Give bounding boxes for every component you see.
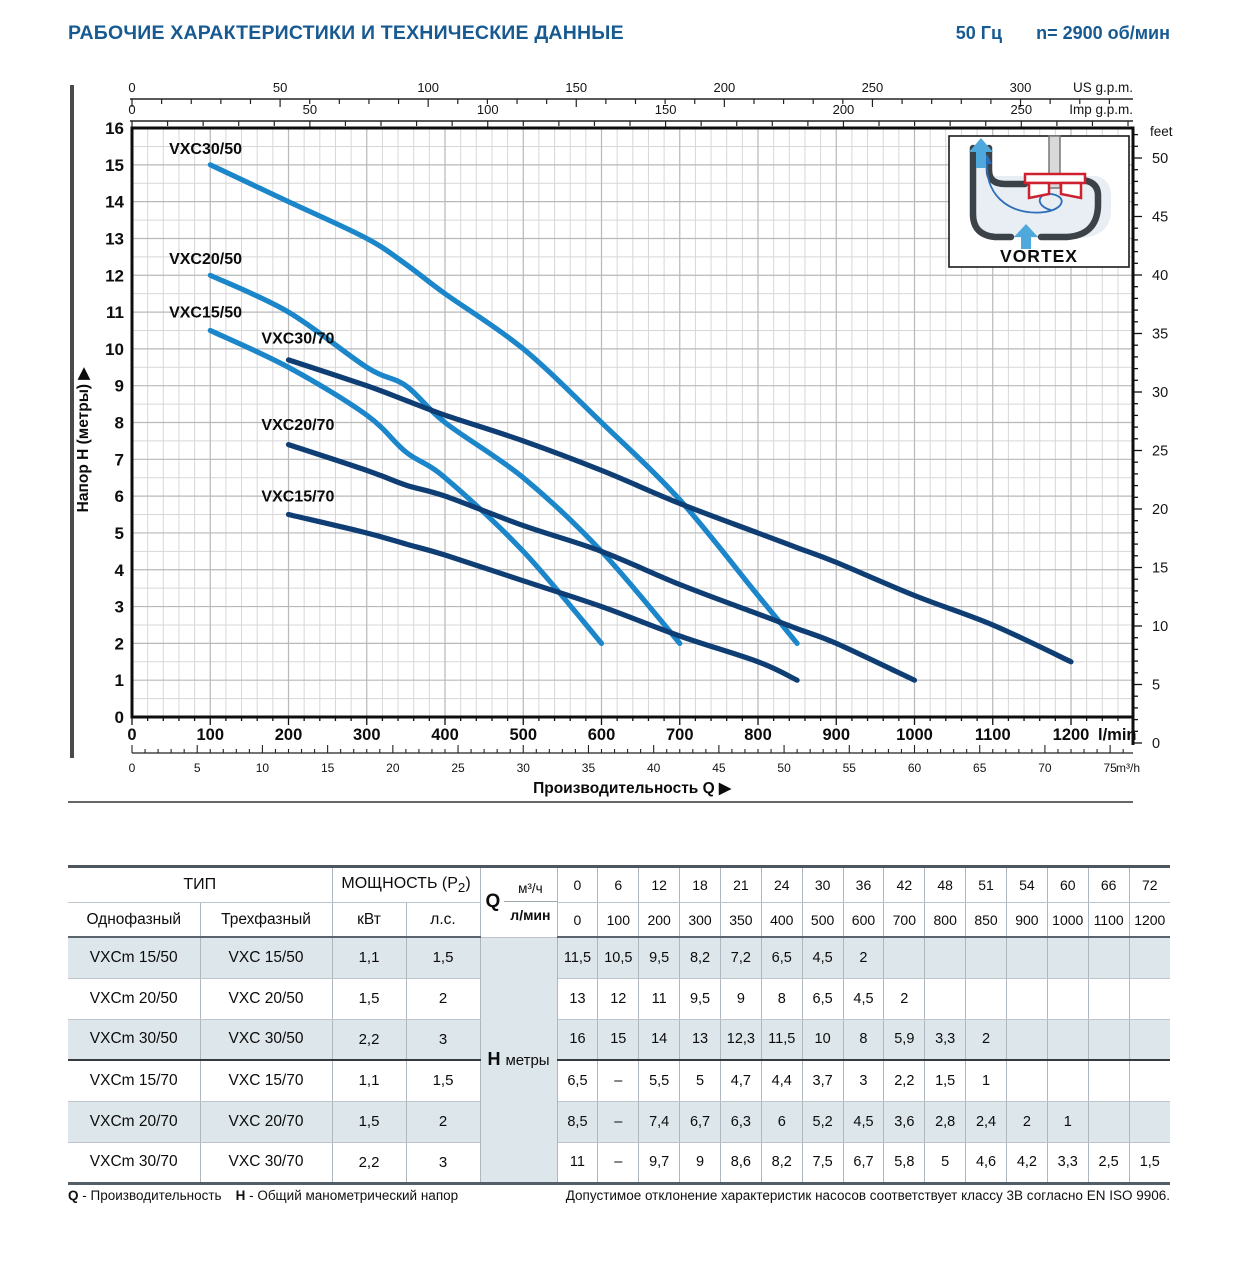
table-row-vxc-30/70: [68, 1142, 1170, 1183]
motor-specs: [956, 23, 1170, 44]
svg-text:50: 50: [272, 80, 288, 95]
svg-text:100: 100: [476, 102, 499, 117]
svg-text:20: 20: [386, 761, 400, 775]
curve-label-VXC15/50: VXC15/50: [169, 304, 243, 322]
head-value: [1006, 1060, 1047, 1101]
svg-text:feet: feet: [1150, 124, 1173, 139]
head-value: 1,5: [925, 1060, 966, 1101]
svg-text:10: 10: [255, 761, 270, 775]
head-value: [1129, 978, 1170, 1019]
q-symbol: Q: [485, 891, 501, 913]
curve-label-VXC30/70: VXC30/70: [261, 330, 335, 348]
head-value: –: [598, 1101, 639, 1142]
head-value: [1047, 1060, 1088, 1101]
head-value: –: [598, 1060, 639, 1101]
svg-text:25: 25: [451, 761, 465, 775]
svg-text:4: 4: [114, 560, 124, 580]
head-value: 8,2: [761, 1142, 802, 1183]
svg-text:200: 200: [832, 102, 855, 117]
power-hp: 3: [406, 1142, 480, 1183]
q-lmin-value: 500: [802, 903, 843, 938]
single-phase-model: VXCm 30/70: [68, 1142, 200, 1183]
svg-text:100: 100: [417, 80, 440, 95]
q-m3h-value: 48: [925, 867, 966, 903]
q-lmin-value: 900: [1006, 903, 1047, 938]
head-value: 11,5: [557, 937, 598, 978]
head-value: 2: [966, 1019, 1007, 1060]
vortex-inset: [949, 136, 1129, 267]
head-value: 15: [598, 1019, 639, 1060]
svg-text:55: 55: [842, 761, 856, 775]
svg-text:2: 2: [114, 634, 124, 654]
svg-text:500: 500: [509, 726, 538, 744]
svg-text:0: 0: [128, 80, 136, 95]
table-row-vxc-20/50: [68, 978, 1170, 1019]
svg-text:800: 800: [744, 726, 772, 744]
head-value: 4,4: [761, 1060, 802, 1101]
head-value: 4,5: [843, 978, 884, 1019]
head-value: [1088, 1060, 1129, 1101]
svg-text:45: 45: [712, 761, 726, 775]
head-value: [925, 937, 966, 978]
head-value: 4,6: [966, 1142, 1007, 1183]
h-metres-cell: H метры: [480, 937, 557, 1183]
q-lmin-value: 1000: [1047, 903, 1088, 938]
svg-text:15: 15: [105, 155, 124, 175]
type-group-header: ТИП: [68, 867, 332, 903]
head-value: 5: [925, 1142, 966, 1183]
head-value: 9: [680, 1142, 721, 1183]
table-column-header-row: [68, 903, 1170, 938]
svg-text:5: 5: [1152, 677, 1161, 694]
svg-text:16: 16: [105, 119, 124, 139]
head-value: 8,2: [680, 937, 721, 978]
head-value: 13: [680, 1019, 721, 1060]
svg-text:50: 50: [302, 102, 318, 117]
single-phase-model: VXCm 30/50: [68, 1019, 200, 1060]
q-m3h-value: 36: [843, 867, 884, 903]
svg-text:40: 40: [1152, 268, 1169, 284]
top-axes: [128, 80, 1133, 129]
svg-text:200: 200: [274, 726, 303, 744]
three-phase-model: VXC 15/50: [200, 937, 332, 978]
q-m3h-value: 12: [639, 867, 680, 903]
head-value: 7,4: [639, 1101, 680, 1142]
head-value: [925, 978, 966, 1019]
svg-text:20: 20: [1152, 502, 1169, 518]
svg-text:13: 13: [105, 229, 124, 249]
head-value: 16: [557, 1019, 598, 1060]
head-value: 11: [557, 1142, 598, 1183]
head-value: [1047, 937, 1088, 978]
head-value: 4,2: [1006, 1142, 1047, 1183]
curve-label-VXC30/50: VXC30/50: [169, 140, 243, 158]
head-value: [1006, 978, 1047, 1019]
svg-text:300: 300: [1009, 80, 1032, 95]
head-value: 12: [598, 978, 639, 1019]
q-header-cell: [480, 867, 557, 938]
head-value: 3,7: [802, 1060, 843, 1101]
svg-text:50: 50: [777, 761, 791, 775]
col-header-kw: кВт: [332, 903, 406, 938]
q-m3h-value: 54: [1006, 867, 1047, 903]
impeller-blade-left: [1029, 183, 1049, 198]
head-value: 6,3: [720, 1101, 761, 1142]
head-value: 6,7: [680, 1101, 721, 1142]
svg-text:3: 3: [114, 597, 124, 617]
head-value: 6,5: [802, 978, 843, 1019]
svg-text:600: 600: [587, 726, 616, 744]
head-value: 3,3: [1047, 1142, 1088, 1183]
power-kw: 2,2: [332, 1142, 406, 1183]
head-value: 1: [966, 1060, 1007, 1101]
head-value: 8: [843, 1019, 884, 1060]
left-axis-metres: [105, 119, 124, 727]
svg-text:25: 25: [1152, 443, 1169, 460]
q-m3h-value: 6: [598, 867, 639, 903]
svg-text:30: 30: [1152, 385, 1169, 401]
q-lmin-value: 700: [884, 903, 925, 938]
head-value: 9: [720, 978, 761, 1019]
power-kw: 2,2: [332, 1019, 406, 1060]
svg-text:200: 200: [713, 80, 736, 95]
svg-text:0: 0: [127, 726, 137, 744]
head-value: 6,5: [557, 1060, 598, 1101]
q-m3h-value: 30: [802, 867, 843, 903]
svg-text:15: 15: [320, 761, 335, 775]
frequency-value: 50 Гц: [955, 23, 1003, 43]
svg-text:8: 8: [114, 413, 124, 433]
svg-text:250: 250: [1010, 102, 1033, 117]
head-value: 8: [761, 978, 802, 1019]
svg-text:300: 300: [352, 726, 381, 744]
svg-text:30: 30: [516, 761, 530, 775]
q-m3h-value: 66: [1088, 867, 1129, 903]
head-value: 8,6: [720, 1142, 761, 1183]
page-title: РАБОЧИЕ ХАРАКТЕРИСТИКИ И ТЕХНИЧЕСКИЕ ДАННЫЕ: [68, 22, 624, 44]
single-phase-model: VXCm 20/50: [68, 978, 200, 1019]
svg-text:5: 5: [114, 523, 124, 543]
svg-text:100: 100: [196, 726, 225, 744]
head-value: 10,5: [598, 937, 639, 978]
head-value: 2,2: [884, 1060, 925, 1101]
power-kw: 1,1: [332, 937, 406, 978]
head-value: 2: [843, 937, 884, 978]
bottom-axis-m3h: [129, 745, 1140, 775]
head-value: 2: [1006, 1101, 1047, 1142]
head-value: 3: [843, 1060, 884, 1101]
svg-text:400: 400: [431, 726, 459, 744]
title-row: [68, 22, 1170, 45]
svg-text:m³/h: m³/h: [1116, 761, 1140, 775]
q-lmin-value: 350: [720, 903, 761, 938]
three-phase-model: VXC 30/70: [200, 1142, 332, 1183]
svg-text:5: 5: [193, 761, 201, 775]
head-value: 6: [761, 1101, 802, 1142]
q-m3h-value: 18: [680, 867, 721, 903]
svg-text:900: 900: [822, 726, 851, 744]
power-hp: 1,5: [406, 937, 480, 978]
footnotes: [68, 1188, 1170, 1203]
head-value: 13: [557, 978, 598, 1019]
head-value: 5,8: [884, 1142, 925, 1183]
bottom-axis-lmin: [127, 717, 1136, 744]
svg-text:45: 45: [1152, 209, 1169, 226]
head-value: [1129, 1060, 1170, 1101]
q-m3h-value: 42: [884, 867, 925, 903]
head-value: 5,9: [884, 1019, 925, 1060]
svg-text:7: 7: [114, 450, 124, 470]
head-value: [1088, 1019, 1129, 1060]
svg-text:Imp g.p.m.: Imp g.p.m.: [1069, 102, 1133, 117]
col-header-hp: л.с.: [406, 903, 480, 938]
power-hp: 1,5: [406, 1060, 480, 1101]
head-value: 11: [639, 978, 680, 1019]
power-hp: 3: [406, 1019, 480, 1060]
single-phase-model: VXCm 20/70: [68, 1101, 200, 1142]
curve-label-VXC20/50: VXC20/50: [169, 251, 243, 269]
q-lmin-value: 1100: [1088, 903, 1129, 938]
svg-text:35: 35: [1152, 326, 1169, 343]
svg-text:150: 150: [565, 80, 588, 95]
svg-text:1000: 1000: [896, 726, 933, 744]
svg-text:150: 150: [654, 102, 677, 117]
head-value: 5,5: [639, 1060, 680, 1101]
svg-text:10: 10: [105, 339, 124, 359]
head-value: 12,3: [720, 1019, 761, 1060]
head-value: [1006, 937, 1047, 978]
head-value: 1,5: [1129, 1142, 1170, 1183]
svg-text:10: 10: [1152, 619, 1169, 635]
head-value: [1088, 978, 1129, 1019]
table-row-vxc-30/50: [68, 1019, 1170, 1060]
svg-text:50: 50: [1152, 151, 1169, 167]
col-header-three-phase: Трехфазный: [200, 903, 332, 938]
svg-text:Производительность Q ▶: Производительность Q ▶: [533, 780, 731, 797]
head-value: 7,5: [802, 1142, 843, 1183]
head-value: [1088, 937, 1129, 978]
three-phase-model: VXC 20/70: [200, 1101, 332, 1142]
svg-text:65: 65: [973, 761, 987, 775]
right-axis-feet: [1133, 124, 1173, 752]
head-value: 6,7: [843, 1142, 884, 1183]
svg-text:75: 75: [1103, 761, 1117, 775]
col-header-single-phase: Однофазный: [68, 903, 200, 938]
head-value: 10: [802, 1019, 843, 1060]
q-m3h-value: 51: [966, 867, 1007, 903]
head-value: 2,8: [925, 1101, 966, 1142]
svg-text:l/min: l/min: [1098, 726, 1137, 744]
svg-text:60: 60: [907, 761, 922, 775]
head-value: 4,5: [802, 937, 843, 978]
power-hp: 2: [406, 1101, 480, 1142]
q-m3h-value: 21: [720, 867, 761, 903]
svg-text:9: 9: [114, 376, 124, 396]
power-kw: 1,5: [332, 978, 406, 1019]
technical-data-table: [68, 865, 1170, 1185]
head-value: [1047, 978, 1088, 1019]
svg-text:40: 40: [646, 761, 661, 775]
q-lmin-value: 850: [966, 903, 1007, 938]
table-group-header-row: [68, 867, 1170, 903]
svg-text:14: 14: [105, 192, 124, 212]
power-group-header: МОЩНОСТЬ $(P_2)$: [332, 867, 480, 903]
head-value: [1129, 1019, 1170, 1060]
head-value: [1047, 1019, 1088, 1060]
q-lmin-value: 300: [680, 903, 721, 938]
three-phase-model: VXC 30/50: [200, 1019, 332, 1060]
head-value: 9,5: [639, 937, 680, 978]
head-value: 9,7: [639, 1142, 680, 1183]
svg-text:6: 6: [114, 487, 124, 507]
svg-text:11: 11: [106, 303, 124, 323]
power-kw: 1,5: [332, 1101, 406, 1142]
single-phase-model: VXCm 15/70: [68, 1060, 200, 1101]
curve-label-VXC20/70: VXC20/70: [261, 416, 335, 434]
head-value: [966, 978, 1007, 1019]
head-value: [884, 937, 925, 978]
head-value: [1129, 937, 1170, 978]
impeller-hub: [1025, 174, 1085, 183]
table-row-vxc-15/50: [68, 937, 1170, 978]
three-phase-model: VXC 15/70: [200, 1060, 332, 1101]
tolerance-note: Допустимое отклонение характеристик насосов соответствует классу 3B согласно EN ISO 9906.: [565, 1188, 1170, 1203]
svg-text:0: 0: [114, 708, 124, 727]
svg-text:US g.p.m.: US g.p.m.: [1072, 80, 1133, 95]
head-value: –: [598, 1142, 639, 1183]
q-lmin-value: 100: [598, 903, 639, 938]
power-kw: 1,1: [332, 1060, 406, 1101]
head-value: 7,2: [720, 937, 761, 978]
head-value: 4,7: [720, 1060, 761, 1101]
svg-text:0: 0: [128, 102, 136, 117]
head-value: 14: [639, 1019, 680, 1060]
svg-text:12: 12: [105, 266, 124, 286]
head-value: 3,3: [925, 1019, 966, 1060]
head-value: 1: [1047, 1101, 1088, 1142]
svg-text:1: 1: [114, 671, 124, 691]
speed-value: n= 2900 об/мин: [1036, 23, 1170, 43]
head-value: 4,5: [843, 1101, 884, 1142]
svg-text:1100: 1100: [974, 726, 1011, 744]
q-m3h-value: 60: [1047, 867, 1088, 903]
svg-text:0: 0: [1152, 736, 1161, 752]
q-lmin-value: 800: [925, 903, 966, 938]
q-unit-lmin: л/мин: [510, 907, 551, 924]
svg-text:700: 700: [665, 726, 694, 744]
head-value: 3,6: [884, 1101, 925, 1142]
head-value: 2,4: [966, 1101, 1007, 1142]
svg-text:70: 70: [1038, 761, 1052, 775]
q-lmin-value: 1200: [1129, 903, 1170, 938]
power-hp: 2: [406, 978, 480, 1019]
head-value: 5: [680, 1060, 721, 1101]
head-value: 5,2: [802, 1101, 843, 1142]
q-lmin-value: 0: [557, 903, 598, 938]
q-lmin-value: 200: [639, 903, 680, 938]
q-lmin-value: 400: [761, 903, 802, 938]
impeller-blade-right: [1061, 183, 1081, 198]
head-value: 6,5: [761, 937, 802, 978]
svg-text:1200: 1200: [1052, 726, 1090, 744]
head-value: 2,5: [1088, 1142, 1129, 1183]
head-value: [1088, 1101, 1129, 1142]
head-value: [966, 937, 1007, 978]
single-phase-model: VXCm 15/50: [68, 937, 200, 978]
head-value: [1006, 1019, 1047, 1060]
q-m3h-value: 72: [1129, 867, 1170, 903]
svg-text:0: 0: [128, 761, 136, 775]
legend-definitions: Q - Производительность H - Общий манометрический напор: [68, 1188, 459, 1203]
head-value: 11,5: [761, 1019, 802, 1060]
head-value: 9,5: [680, 978, 721, 1019]
svg-text:15: 15: [1152, 560, 1169, 577]
svg-text:35: 35: [581, 761, 596, 775]
head-value: 8,5: [557, 1101, 598, 1142]
q-m3h-value: 24: [761, 867, 802, 903]
table-row-vxc-15/70: [68, 1060, 1170, 1101]
vortex-label: VORTEX: [1000, 246, 1078, 266]
svg-text:Напор H (метры) ▶: Напор H (метры) ▶: [75, 367, 92, 513]
performance-chart: [0, 60, 1239, 815]
curve-label-VXC15/70: VXC15/70: [261, 488, 335, 506]
q-m3h-value: 0: [557, 867, 598, 903]
svg-text:250: 250: [861, 80, 884, 95]
head-value: [1129, 1101, 1170, 1142]
three-phase-model: VXC 20/50: [200, 978, 332, 1019]
q-lmin-value: 600: [843, 903, 884, 938]
q-unit-m3h: м³/ч: [504, 877, 556, 902]
table-row-vxc-20/70: [68, 1101, 1170, 1142]
head-value: 2: [884, 978, 925, 1019]
